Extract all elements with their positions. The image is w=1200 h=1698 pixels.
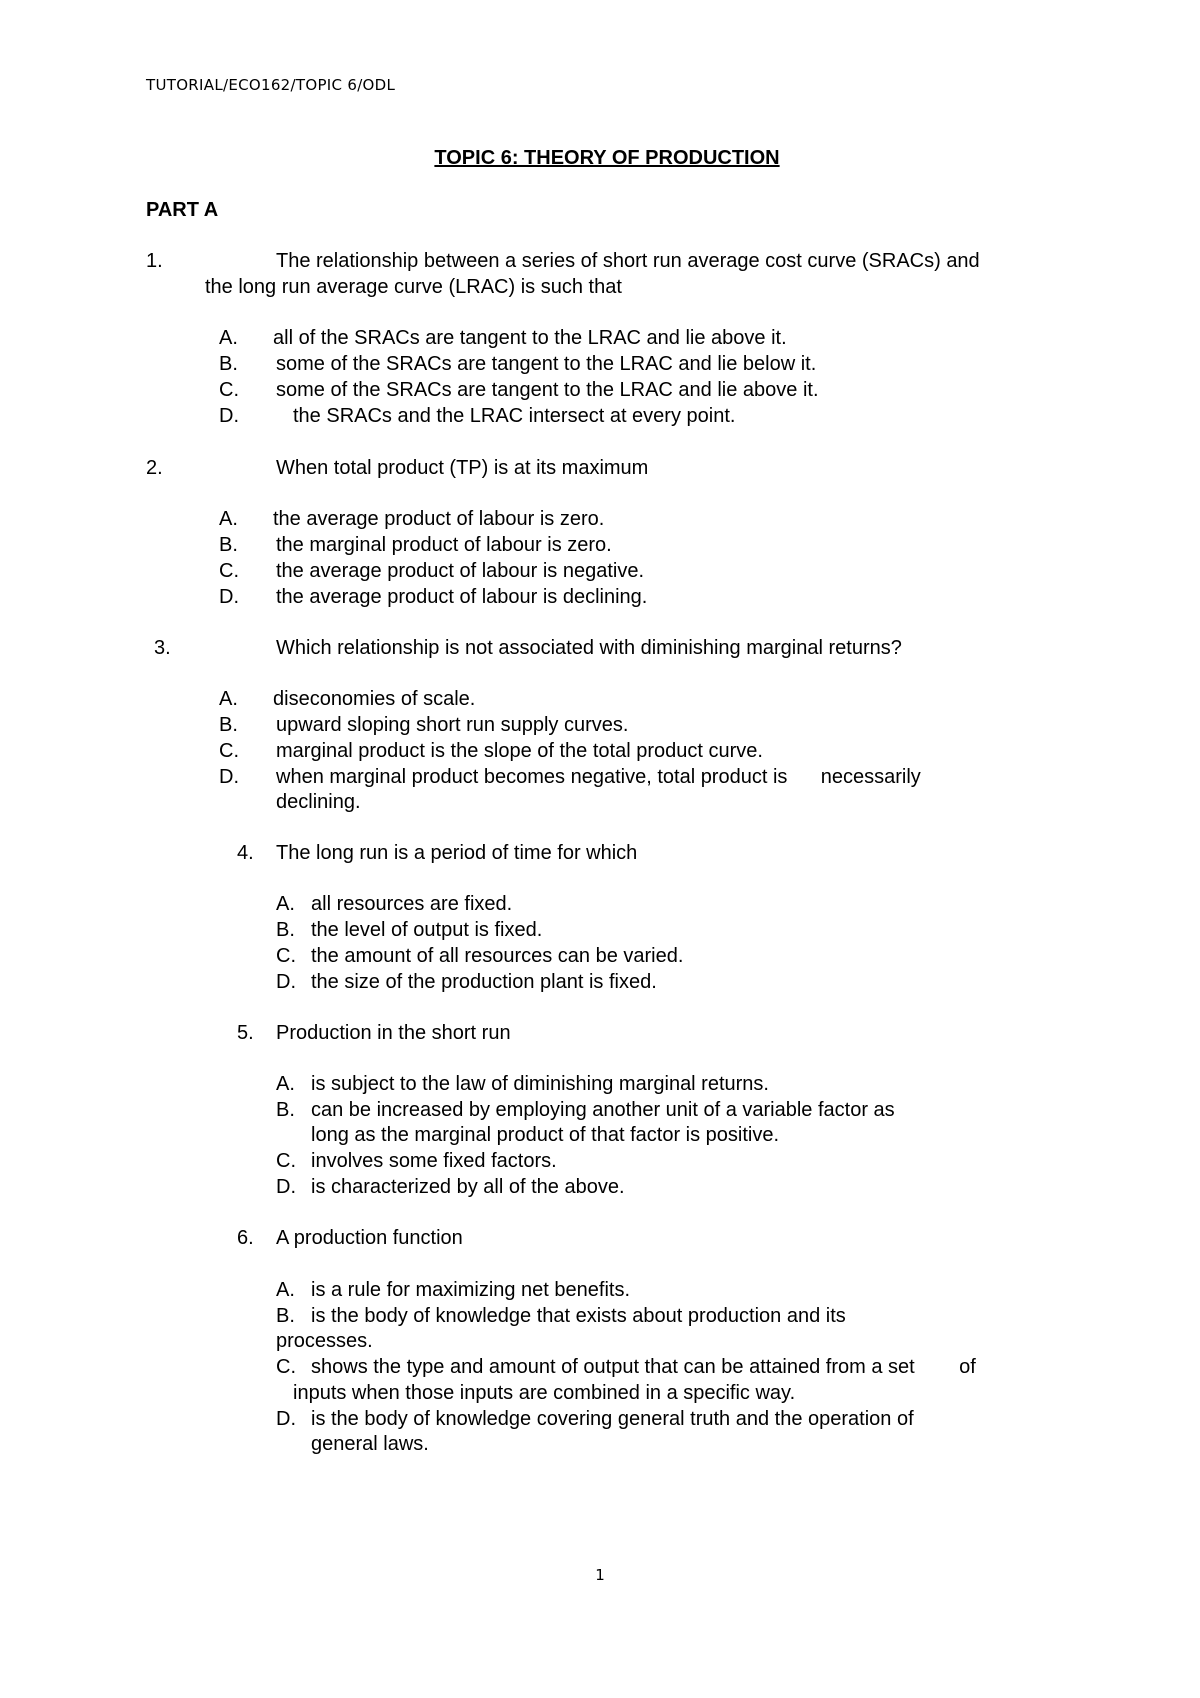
q1-option-d-text: the SRACs and the LRAC intersect at every point. [293, 405, 736, 427]
q3-option-a-letter: A. [219, 688, 238, 710]
q1-option-a-text: all of the SRACs are tangent to the LRAC and lie above it. [273, 327, 787, 349]
q5-option-a-text: is subject to the law of diminishing marginal returns. [311, 1073, 769, 1095]
question-1-text-cont: the long run average curve (LRAC) is such that [205, 276, 622, 298]
question-5-number: 5. [237, 1022, 254, 1044]
q1-option-c-text: some of the SRACs are tangent to the LRAC and lie above it. [276, 379, 819, 401]
q2-option-a-letter: A. [219, 508, 238, 530]
q3-option-b-letter: B. [219, 714, 238, 736]
q1-option-c-letter: C. [219, 379, 239, 401]
q5-option-b-text-cont: long as the marginal product of that factor is positive. [311, 1124, 780, 1146]
question-2-text: When total product (TP) is at its maximum [276, 457, 649, 479]
q2-option-d-letter: D. [219, 586, 239, 608]
q6-option-c-letter: C. [276, 1356, 296, 1378]
q5-option-a-letter: A. [276, 1073, 295, 1095]
q6-option-a-letter: A. [276, 1279, 295, 1301]
q4-option-d-letter: D. [276, 971, 296, 993]
q3-option-b-text: upward sloping short run supply curves. [276, 714, 629, 736]
q3-option-d-text-cont: declining. [276, 791, 361, 813]
q6-option-c-text: shows the type and amount of output that can be attained from a set of [311, 1356, 976, 1378]
question-6-text: A production function [276, 1227, 463, 1249]
question-3-number: 3. [154, 637, 171, 659]
q4-option-c-letter: C. [276, 945, 296, 967]
page-number: 1 [595, 1566, 605, 1584]
q2-option-c-letter: C. [219, 560, 239, 582]
q6-option-d-text: is the body of knowledge covering general truth and the operation of [311, 1408, 914, 1430]
question-4-text: The long run is a period of time for which [276, 842, 638, 864]
q6-option-b-text: is the body of knowledge that exists about production and its [311, 1305, 846, 1327]
q5-option-d-text: is characterized by all of the above. [311, 1176, 625, 1198]
q5-option-b-letter: B. [276, 1099, 295, 1121]
q3-option-c-text: marginal product is the slope of the total product curve. [276, 740, 763, 762]
q6-option-b-text-cont: processes. [276, 1330, 373, 1352]
q5-option-c-letter: C. [276, 1150, 296, 1172]
q4-option-a-text: all resources are fixed. [311, 893, 513, 915]
q3-option-c-letter: C. [219, 740, 239, 762]
q6-option-d-text-cont: general laws. [311, 1433, 429, 1455]
question-2-number: 2. [146, 457, 163, 479]
question-1-number: 1. [146, 250, 163, 272]
question-3-text: Which relationship is not associated with diminishing marginal returns? [276, 637, 902, 659]
page-title [0, 147, 1200, 170]
q6-option-b-letter: B. [276, 1305, 295, 1327]
q1-option-b-letter: B. [219, 353, 238, 375]
q4-option-b-letter: B. [276, 919, 295, 941]
q6-option-d-letter: D. [276, 1408, 296, 1430]
q2-option-b-letter: B. [219, 534, 238, 556]
q2-option-b-text: the marginal product of labour is zero. [276, 534, 612, 556]
q6-option-c-text-cont: inputs when those inputs are combined in a specific way. [293, 1382, 796, 1404]
q5-option-b-text: can be increased by employing another unit of a variable factor as [311, 1099, 895, 1121]
q1-option-a-letter: A. [219, 327, 238, 349]
q3-option-d-letter: D. [219, 766, 239, 788]
running-header: TUTORIAL/ECO162/TOPIC 6/ODL [146, 76, 396, 94]
question-4-number: 4. [237, 842, 254, 864]
q2-option-a-text: the average product of labour is zero. [273, 508, 605, 530]
page-title-text: TOPIC 6: THEORY OF PRODUCTION [434, 147, 780, 169]
part-heading: PART A [146, 199, 219, 221]
q4-option-a-letter: A. [276, 893, 295, 915]
q4-option-c-text: the amount of all resources can be varied. [311, 945, 684, 967]
q1-option-d-letter: D. [219, 405, 239, 427]
question-6-number: 6. [237, 1227, 254, 1249]
q1-option-b-text: some of the SRACs are tangent to the LRAC and lie below it. [276, 353, 817, 375]
q4-option-b-text: the level of output is fixed. [311, 919, 543, 941]
q3-option-d-text: when marginal product becomes negative, total product is necessarily [276, 766, 921, 788]
q2-option-d-text: the average product of labour is declining. [276, 586, 648, 608]
q6-option-a-text: is a rule for maximizing net benefits. [311, 1279, 631, 1301]
q3-option-a-text: diseconomies of scale. [273, 688, 476, 710]
q4-option-d-text: the size of the production plant is fixed. [311, 971, 657, 993]
question-5-text: Production in the short run [276, 1022, 511, 1044]
q5-option-d-letter: D. [276, 1176, 296, 1198]
q5-option-c-text: involves some fixed factors. [311, 1150, 557, 1172]
question-1-text: The relationship between a series of short run average cost curve (SRACs) and [276, 250, 980, 272]
q2-option-c-text: the average product of labour is negative. [276, 560, 645, 582]
